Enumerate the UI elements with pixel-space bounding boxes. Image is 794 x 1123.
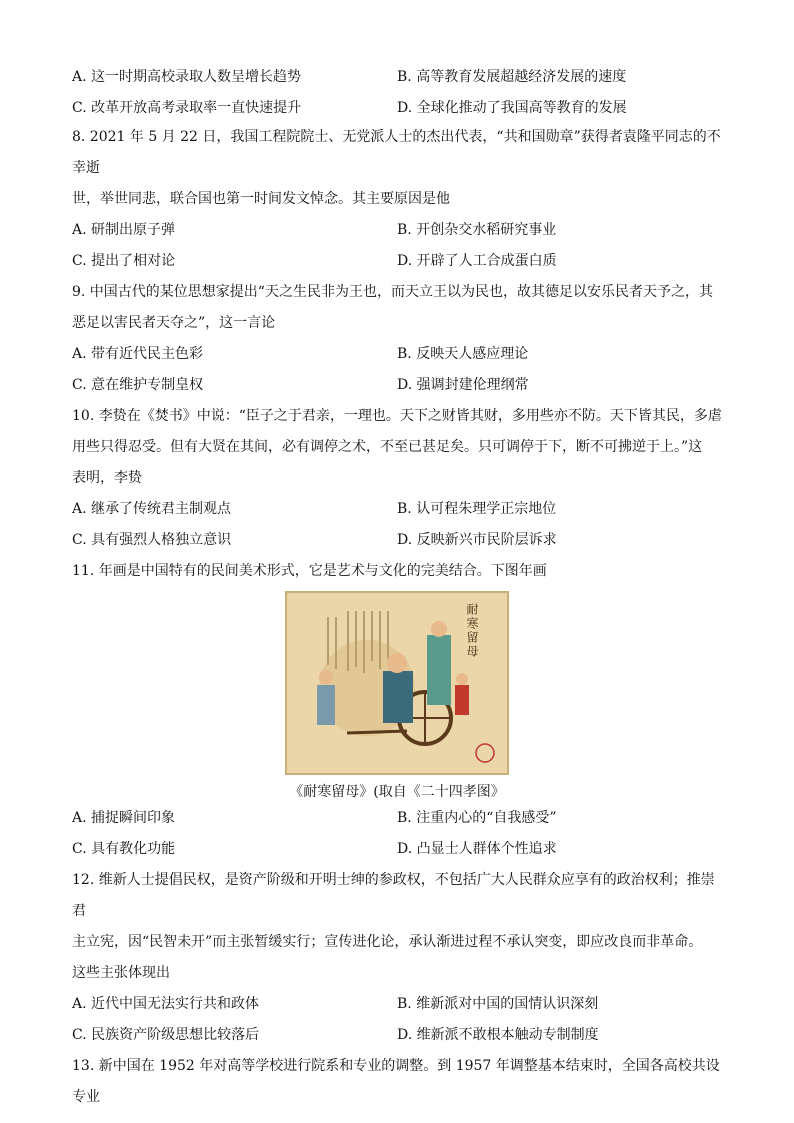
question-9 <box>72 277 722 401</box>
option-b: B. 反映天人感应理论 <box>397 346 529 362</box>
question-text: 11. 年画是中国特有的民间美术形式，它是艺术与文化的完美结合。下图年画 <box>72 563 547 579</box>
question-text: 用些只得忍受。但有大贤在其间，必有调停之术，不至已甚足矣。只可调停于下，断不可拂逆于上。”这 <box>72 439 703 455</box>
question-text: 世，举世同悲，联合国也第一时间发文悼念。其主要原因是他 <box>72 191 450 207</box>
option-d: D. 开辟了人工合成蛋白质 <box>397 253 557 269</box>
option-b: B. 认可程朱理学正宗地位 <box>397 501 557 517</box>
option-a: A. 捕捉瞬间印象 <box>72 810 176 826</box>
question-text: 9. 中国古代的某位思想家提出“天之生民非为王也，而天立王以为民也，故其德足以安乐民者天予之，其 <box>72 284 713 300</box>
option-c: C. 具有教化功能 <box>72 841 176 857</box>
option-d: D. 全球化推动了我国高等教育的发展 <box>397 99 627 116</box>
option-d: D. 凸显士人群体个性追求 <box>397 841 557 857</box>
question-text: 13. 新中国在 1952 年对高等学校进行院系和专业的调整。到 1957 年调整基本结束时，全国各高校共设专业 <box>72 1058 720 1105</box>
option-b: B. 开创杂交水稻研究事业 <box>397 222 557 238</box>
option-c: C. 改革开放高考录取率一直快速提升 <box>72 99 302 116</box>
option-d: D. 维新派不敢根本触动专制制度 <box>397 1027 599 1043</box>
option-a: A. 这一时期高校录取人数呈增长趋势 <box>72 68 302 85</box>
option-a: A. 带有近代民主色彩 <box>72 346 204 362</box>
option-d: D. 反映新兴市民阶层诉求 <box>397 532 557 548</box>
question-8 <box>72 122 722 277</box>
question-text: 主立宪，因“民智未开”而主张暂缓实行；宣传进化论，承认渐进过程不承认突变，即应改良而非革命。 <box>72 934 703 950</box>
option-b: B. 注重内心的“自我感受” <box>397 810 557 826</box>
exam-page <box>72 60 722 1113</box>
question-text: 这些主张体现出 <box>72 965 170 981</box>
new-year-painting <box>285 591 509 775</box>
question-text: 10. 李贽在《焚书》中说：“臣子之于君亲，一理也。天下之财皆其财，多用些亦不防。天下皆其民，多虐 <box>72 408 722 424</box>
question-11 <box>72 556 722 865</box>
option-b: B. 高等教育发展超越经济发展的速度 <box>397 68 627 85</box>
option-c: C. 民族资产阶级思想比较落后 <box>72 1027 260 1043</box>
option-c: C. 意在维护专制皇权 <box>72 377 204 393</box>
question-text: 表明，李贽 <box>72 470 142 486</box>
option-c: C. 具有强烈人格独立意识 <box>72 532 232 548</box>
figure-caption: 《耐寒留母》(取自《二十四孝图》 <box>289 784 505 800</box>
question-text: 12. 维新人士提倡民权，是资产阶级和开明士绅的参政权，不包括广大人民群众应享有的政治权利；推崇君 <box>72 872 715 919</box>
new-year-painting-figure <box>72 591 722 803</box>
question-12 <box>72 865 722 1051</box>
option-a: A. 继承了传统君主制观点 <box>72 501 232 517</box>
question-text: 恶足以害民者天夺之”，这一言论 <box>72 315 276 331</box>
option-c: C. 提出了相对论 <box>72 253 176 269</box>
option-a: A. 研制出原子弹 <box>72 222 176 238</box>
question-text: 8. 2021 年 5 月 22 日，我国工程院院士、无党派人士的杰出代表，“共和国勋章”获得者袁隆平同志的不幸逝 <box>72 129 721 176</box>
painting-title: 耐寒留母 <box>465 603 479 659</box>
question-7-options <box>72 60 722 122</box>
question-13 <box>72 1051 722 1113</box>
option-d: D. 强调封建伦理纲常 <box>397 377 529 393</box>
option-b: B. 维新派对中国的国情认识深刻 <box>397 996 599 1012</box>
option-a: A. 近代中国无法实行共和政体 <box>72 996 260 1012</box>
question-10 <box>72 401 722 556</box>
